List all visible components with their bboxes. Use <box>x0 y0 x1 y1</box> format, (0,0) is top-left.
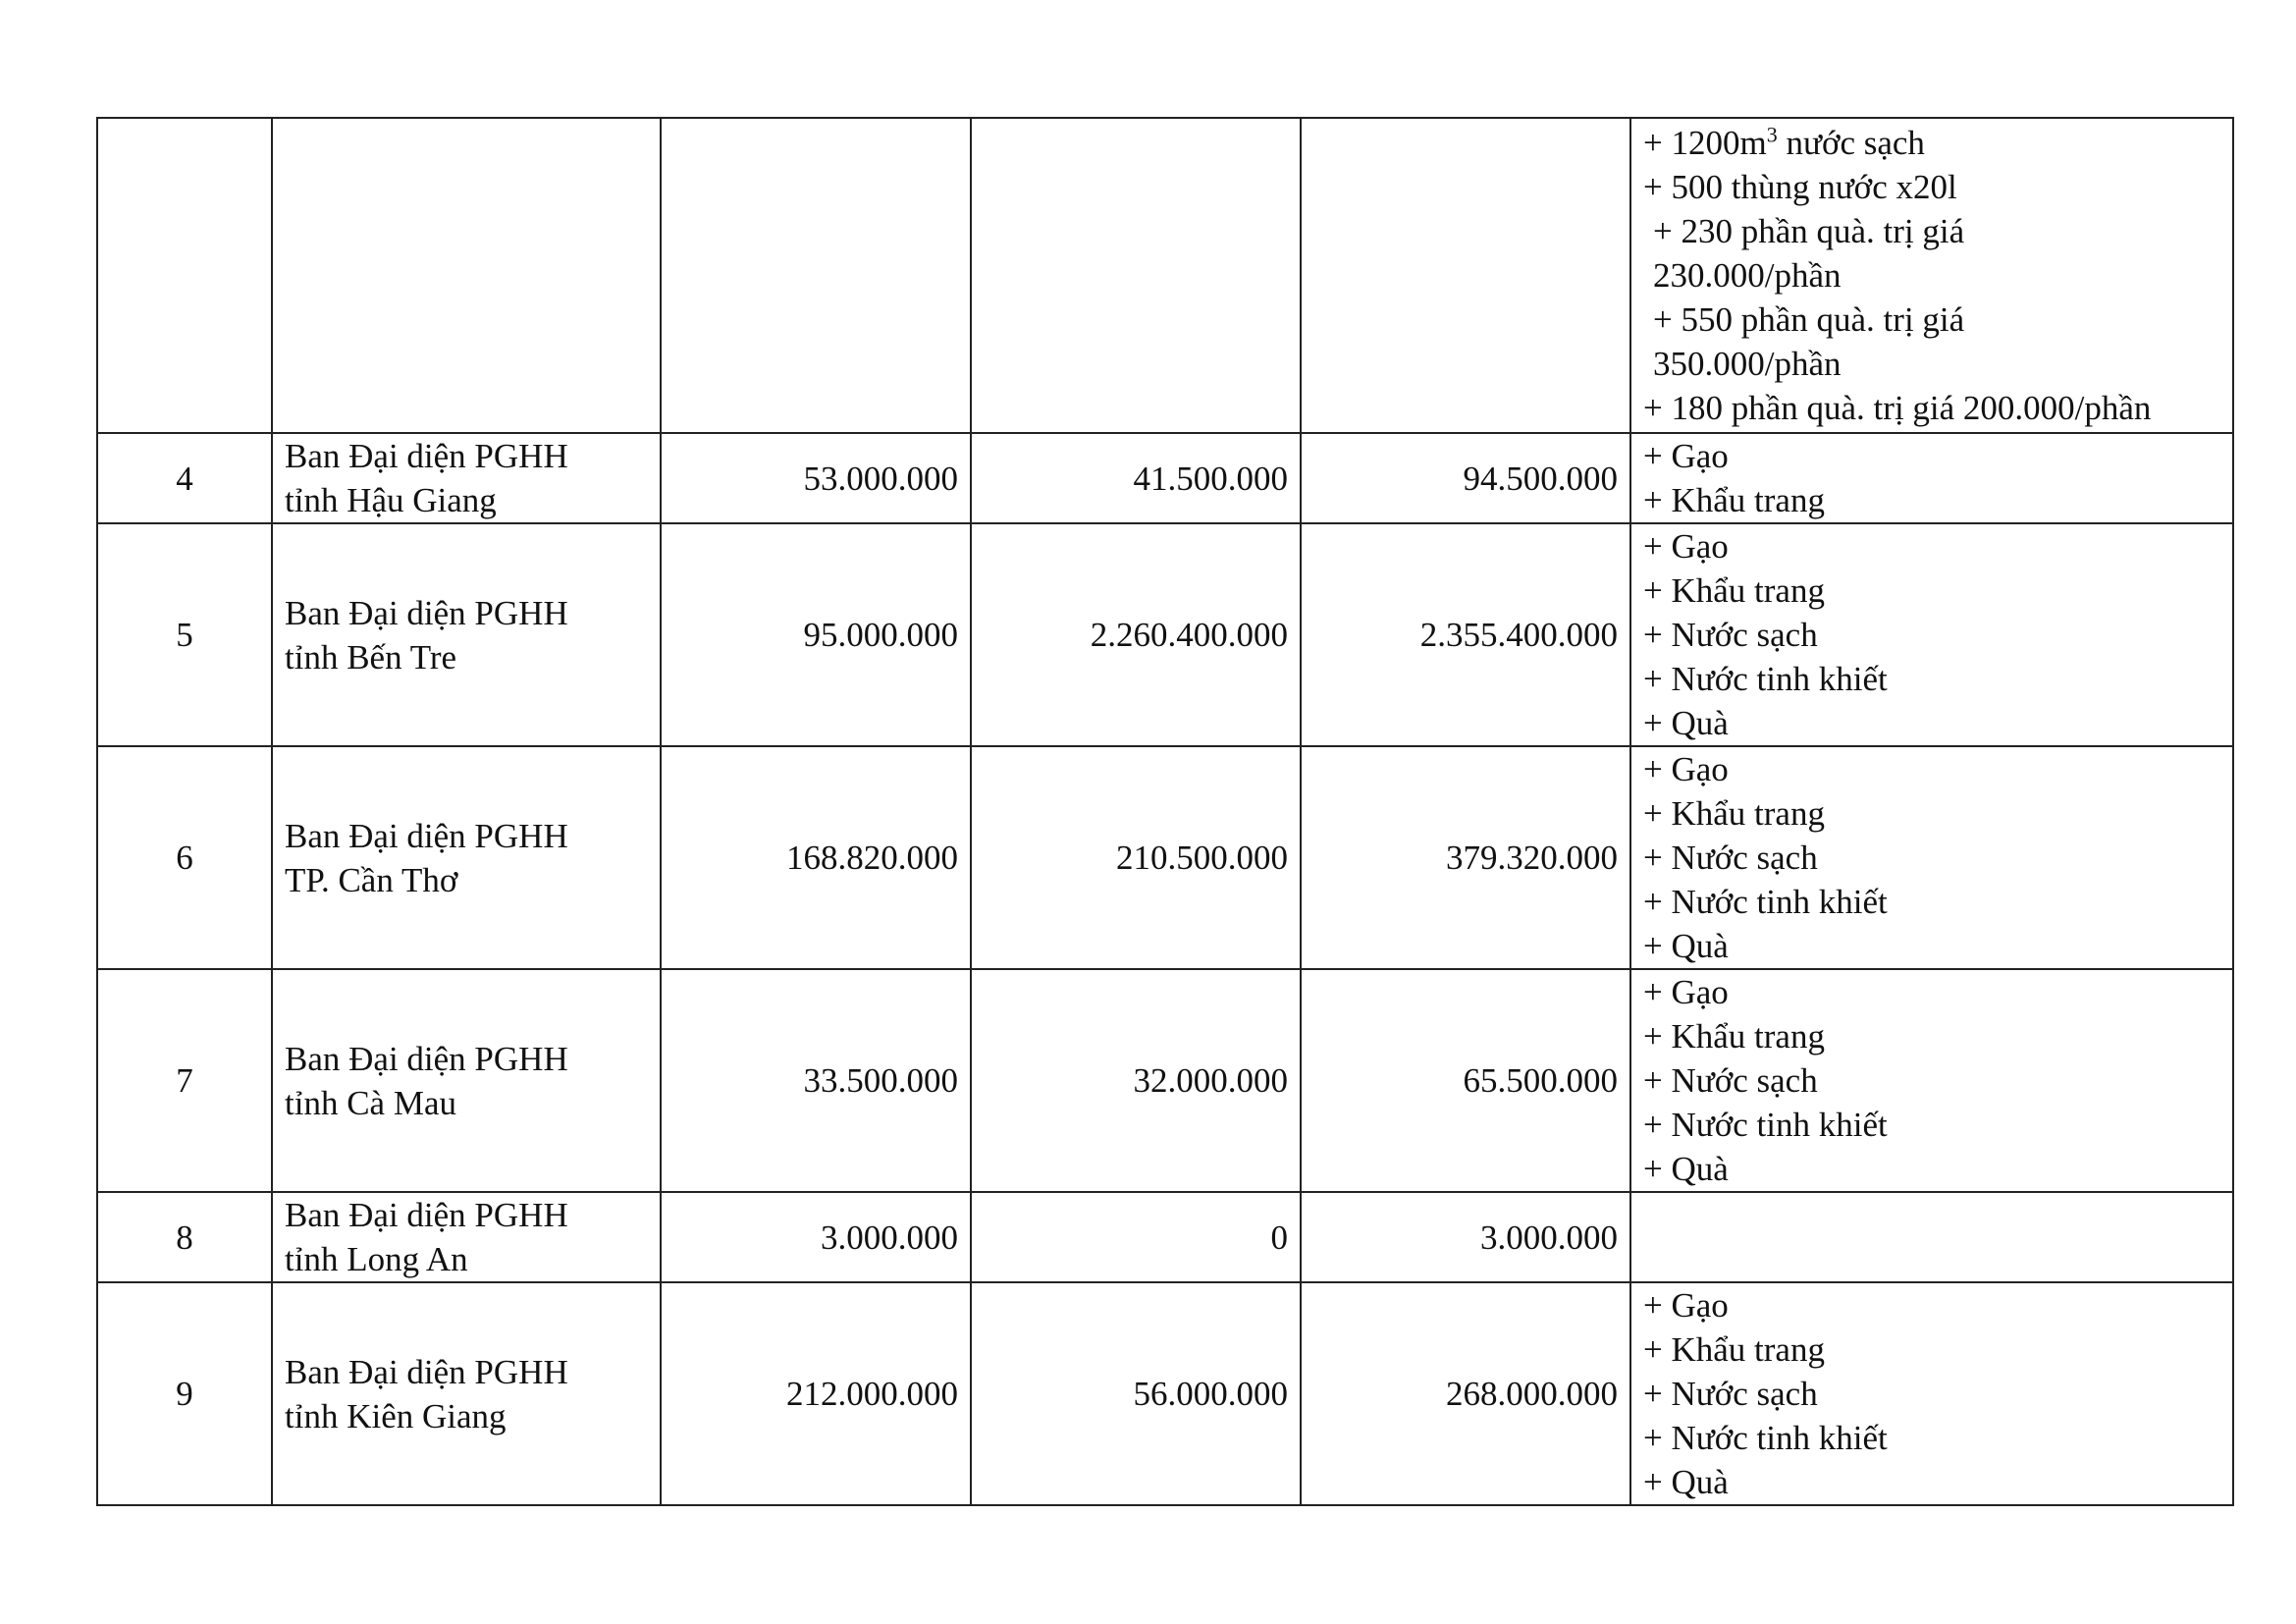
note-line: + Nước sạch <box>1643 1375 1818 1413</box>
org-name-line: Ban Đại diện PGHH <box>285 816 568 855</box>
cell-notes <box>1630 523 2233 746</box>
note-line: + $1200m^3$ nước sạch <box>1643 122 1925 162</box>
org-name-line: tỉnh Bến Tre <box>285 637 457 677</box>
cell-name <box>272 433 661 523</box>
cell-amount2: 32.000.000 <box>971 969 1301 1192</box>
cell-name <box>272 1192 661 1282</box>
note-line: + 180 phần quà. trị giá 200.000/phần <box>1643 389 2152 427</box>
cell-total: 94.500.000 <box>1301 433 1630 523</box>
cell-amount1: 95.000.000 <box>661 523 971 746</box>
note-line: + Quà <box>1643 704 1729 742</box>
cell-notes <box>1630 1192 2233 1282</box>
note-line: 350.000/phần <box>1653 345 1842 383</box>
note-line: + 500 thùng nước x20l <box>1643 168 1957 206</box>
table-row <box>97 969 2233 1192</box>
table-row-continuation <box>97 118 2233 433</box>
cell-amount2: 0 <box>971 1192 1301 1282</box>
note-line: + Khẩu trang <box>1643 571 1825 610</box>
org-name-line: Ban Đại diện PGHH <box>285 1039 568 1078</box>
note-line: + 550 phần quà. trị giá <box>1653 300 1965 339</box>
cell-amount1: 168.820.000 <box>661 746 971 969</box>
cell-stt <box>97 118 272 433</box>
cell-stt: 7 <box>97 969 272 1192</box>
note-line: + Gạo <box>1643 437 1729 475</box>
table-row <box>97 523 2233 746</box>
cell-amount1: 212.000.000 <box>661 1282 971 1505</box>
cell-amount1: 33.500.000 <box>661 969 971 1192</box>
cell-total: 2.355.400.000 <box>1301 523 1630 746</box>
cell-name <box>272 1282 661 1505</box>
note-line: + Nước tinh khiết <box>1643 1106 1888 1144</box>
cell-notes <box>1630 969 2233 1192</box>
table-row <box>97 1192 2233 1282</box>
cell-name <box>272 523 661 746</box>
note-line: 230.000/phần <box>1653 256 1842 295</box>
cell-stt: 9 <box>97 1282 272 1505</box>
org-name-line: tỉnh Kiên Giang <box>285 1396 507 1435</box>
table-row <box>97 746 2233 969</box>
cell-notes <box>1630 746 2233 969</box>
cell-amount1 <box>661 118 971 433</box>
note-line: + Gạo <box>1643 750 1729 788</box>
cell-total: 379.320.000 <box>1301 746 1630 969</box>
cell-notes <box>1630 1282 2233 1505</box>
cell-amount1: 53.000.000 <box>661 433 971 523</box>
cell-amount2: 56.000.000 <box>971 1282 1301 1505</box>
note-line: + Quà <box>1643 1463 1729 1501</box>
note-line: + Khẩu trang <box>1643 481 1825 519</box>
cell-amount2 <box>971 118 1301 433</box>
org-name-line: Ban Đại diện PGHH <box>285 437 568 475</box>
note-line: + Gạo <box>1643 973 1729 1011</box>
cell-total: 65.500.000 <box>1301 969 1630 1192</box>
cell-total: 268.000.000 <box>1301 1282 1630 1505</box>
cell-amount2: 41.500.000 <box>971 433 1301 523</box>
cell-name <box>272 118 661 433</box>
table-body <box>97 118 2233 1505</box>
note-line: + Nước sạch <box>1643 1061 1818 1100</box>
cell-amount2: 210.500.000 <box>971 746 1301 969</box>
note-line: + Quà <box>1643 927 1729 965</box>
cell-stt: 8 <box>97 1192 272 1282</box>
note-line: + Gạo <box>1643 1286 1729 1325</box>
cell-notes <box>1630 433 2233 523</box>
cell-total <box>1301 118 1630 433</box>
org-name-line: tỉnh Hậu Giang <box>285 481 497 519</box>
table-row <box>97 433 2233 523</box>
note-line: + Quà <box>1643 1150 1729 1188</box>
cell-total: 3.000.000 <box>1301 1192 1630 1282</box>
note-line: + Khẩu trang <box>1643 794 1825 833</box>
cell-name <box>272 969 661 1192</box>
note-line: + 230 phần quà. trị giá <box>1653 212 1965 250</box>
cell-stt: 6 <box>97 746 272 969</box>
org-name-line: Ban Đại diện PGHH <box>285 1196 568 1234</box>
note-line: + Khẩu trang <box>1643 1330 1825 1369</box>
org-name-line: Ban Đại diện PGHH <box>285 1352 568 1391</box>
cell-amount2: 2.260.400.000 <box>971 523 1301 746</box>
note-line: + Nước tinh khiết <box>1643 1419 1888 1457</box>
cell-stt: 5 <box>97 523 272 746</box>
note-line: + Gạo <box>1643 527 1729 566</box>
cell-name <box>272 746 661 969</box>
note-line: + Nước sạch <box>1643 616 1818 654</box>
org-name-line: tỉnh Cà Mau <box>285 1083 456 1122</box>
org-name-line: tỉnh Long An <box>285 1240 468 1278</box>
cell-stt: 4 <box>97 433 272 523</box>
table-row <box>97 1282 2233 1505</box>
org-name-line: TP. Cần Thơ <box>285 860 458 899</box>
donation-table <box>96 117 2234 1506</box>
cell-notes <box>1630 118 2233 433</box>
note-line: + Khẩu trang <box>1643 1017 1825 1056</box>
org-name-line: Ban Đại diện PGHH <box>285 593 568 632</box>
note-line: + Nước tinh khiết <box>1643 660 1888 698</box>
note-line: + Nước tinh khiết <box>1643 883 1888 921</box>
note-line: + Nước sạch <box>1643 839 1818 877</box>
cell-amount1: 3.000.000 <box>661 1192 971 1282</box>
